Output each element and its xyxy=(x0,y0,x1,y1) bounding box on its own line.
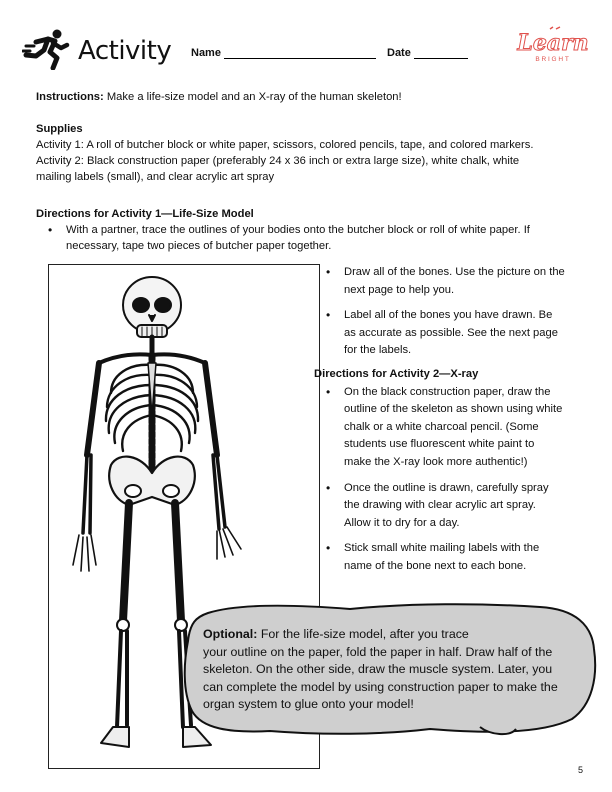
callout-line: can complete the model by using construction paper to make the xyxy=(203,679,558,694)
supplies-line: Activity 2: Black construction paper (preferably 24 x 36 inch or extra large size), white chalk, white xyxy=(36,155,520,167)
supplies-section xyxy=(36,121,586,185)
bullet-line: outline of the skeleton as shown using white xyxy=(344,403,563,416)
bullet-line: for the labels. xyxy=(344,344,412,357)
optional-callout-text xyxy=(203,626,588,714)
bullet-line: • Once the outline is drawn, carefully spray xyxy=(344,481,549,494)
activity1-section xyxy=(36,206,586,254)
bullet-line: • Draw all of the bones. Use the picture on the xyxy=(344,266,565,278)
bullet-line: • Label all of the bones you have drawn. Be xyxy=(344,309,553,322)
bullet-line: next page to help you. xyxy=(344,283,455,296)
bullet-line: students use fluorescent white paint to xyxy=(344,438,535,451)
activity1-bullet xyxy=(314,264,584,299)
activity1-heading: Directions for Activity 1—Life-Size Model xyxy=(36,208,254,220)
activity2-bullet xyxy=(314,540,594,575)
activity2-section xyxy=(314,366,594,576)
activity1-bullet xyxy=(314,307,584,360)
optional-label: Optional: xyxy=(203,627,258,641)
activity2-bullet xyxy=(314,480,594,533)
page-title: Activity xyxy=(78,36,172,66)
instructions-text: Make a life-size model and an X-ray of the human skeleton! xyxy=(103,91,402,103)
activity2-heading: Directions for Activity 2—X-ray xyxy=(314,368,479,380)
activity2-bullet xyxy=(314,384,594,472)
bullet-line: make the X-ray look more authentic!) xyxy=(344,455,528,468)
name-label: Name xyxy=(191,47,221,59)
bullet-line: chalk or a white charcoal pencil. (Some xyxy=(344,420,539,433)
callout-line: skeleton. On the other side, draw the muscle system. Later, you xyxy=(203,662,553,677)
date-field[interactable] xyxy=(387,47,468,59)
bullet-line: the drawing with clear acrylic art spray. xyxy=(344,499,536,512)
supplies-line: Activity 1: A roll of butcher block or white paper, scissors, colored pencils, tape, and colored markers. xyxy=(36,139,534,151)
learn-bright-logo xyxy=(510,26,596,66)
activity1-bullet xyxy=(36,222,586,254)
bullet-line: Allow it to dry for a day. xyxy=(344,516,460,529)
instructions-label: Instructions: xyxy=(36,91,104,103)
supplies-line: mailing labels (small), and clear acrylic art spray xyxy=(36,171,275,183)
bullet-line: • Stick small white mailing labels with the xyxy=(344,542,540,555)
callout-line: organ system to glue onto your model! xyxy=(203,697,414,712)
page-number: 5 xyxy=(578,765,584,775)
date-line[interactable] xyxy=(414,47,468,59)
bullet-line: • With a partner, trace the outlines of your bodies onto the butcher block or roll of white paper. If xyxy=(66,224,530,236)
callout-line: For the life-size model, after you trace xyxy=(257,627,469,641)
logo-subtext: BRIGHT xyxy=(535,56,571,63)
activity1-right-bullets xyxy=(314,264,584,360)
name-line[interactable] xyxy=(224,47,376,59)
bullet-line: as accurate as possible. See the next page xyxy=(344,326,558,339)
callout-line: your outline on the paper, fold the paper in half. Draw half of the xyxy=(203,644,553,659)
name-field[interactable] xyxy=(191,47,376,59)
bullet-line: • On the black construction paper, draw the xyxy=(344,385,551,398)
bullet-line: necessary, tape two pieces of butcher paper together. xyxy=(66,240,332,252)
running-person-icon xyxy=(22,28,70,70)
logo-text: Learn xyxy=(517,30,589,56)
instructions xyxy=(36,89,576,105)
supplies-heading: Supplies xyxy=(36,123,83,135)
bullet-line: name of the bone next to each bone. xyxy=(344,559,527,572)
logo-graphic xyxy=(510,26,596,66)
date-label: Date xyxy=(387,47,411,59)
